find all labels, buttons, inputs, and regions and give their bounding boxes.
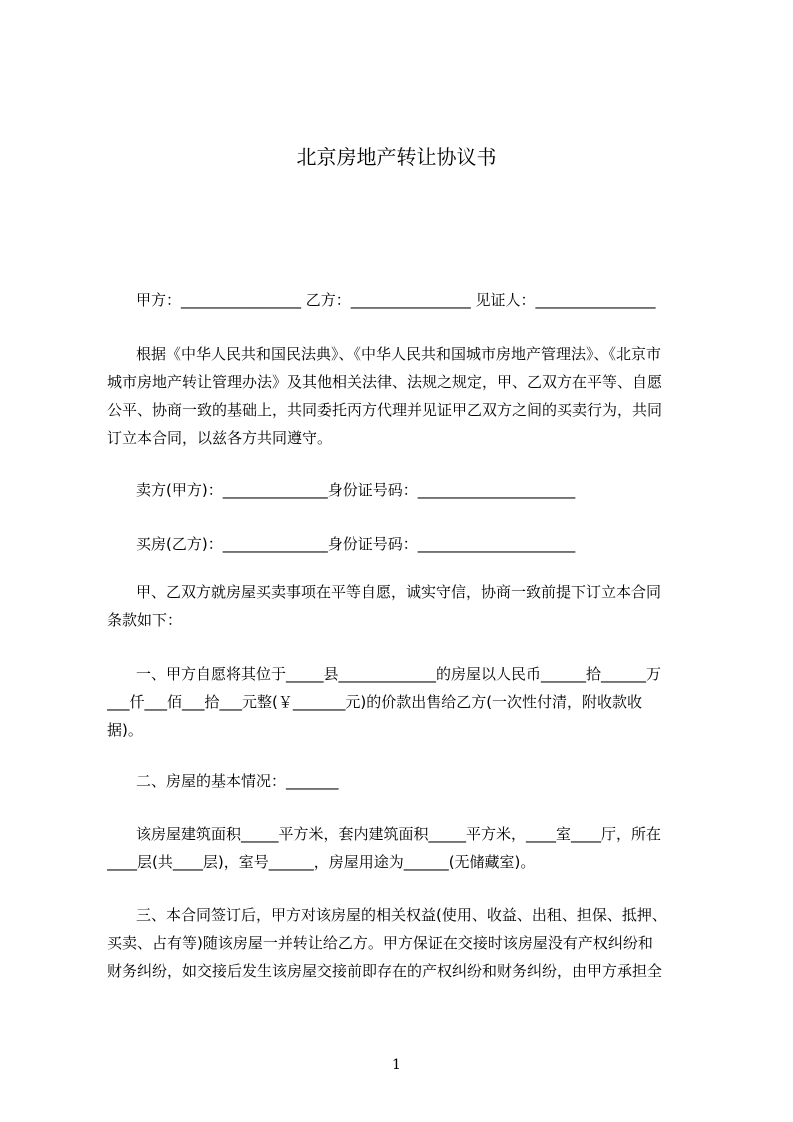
text-line: 该房屋建筑面积_____平方米，套内建筑面积_____平方米，____室____厅，所在 — [136, 825, 662, 843]
text-line: 甲、乙双方就房屋买卖事项在平等自愿，诚实守信，协商一致前提下订立本合同 — [136, 583, 662, 601]
seller-line: 卖方(甲方)：______________身份证号码：_____________________ — [136, 481, 576, 499]
text-line: 城市房地产转让管理办法》及其他相关法律、法规之规定，甲、乙双方在平等、自愿 — [107, 373, 663, 391]
parties-line: 甲方：________________ 乙方：________________ 见证人：________________ — [136, 291, 656, 309]
document-title: 北京房地产转让协议书 — [296, 145, 497, 169]
text-line: 据)。 — [107, 721, 143, 739]
clause-1-paragraph — [107, 660, 699, 744]
text-line: 根据《中华人民共和国民法典》、《中华人民共和国城市房地产管理法》、《北京市 — [136, 345, 662, 363]
text-line: 订立本合同，以兹各方共同遵守。 — [107, 429, 333, 447]
intro-paragraph — [107, 340, 699, 452]
text-line: 财务纠纷，如交接后发生该房屋交接前即存在的产权纠纷和财务纠纷，由甲方承担全 — [107, 962, 663, 980]
text-line: 一、甲方自愿将其位于_____县_____________的房屋以人民币______拾______万 — [136, 665, 662, 683]
text-line: 条款如下： — [107, 611, 183, 629]
clause-3-paragraph — [107, 901, 699, 985]
clause-2-heading: 二、房屋的基本情况：_______ — [136, 772, 339, 790]
page-number: 1 — [392, 1057, 401, 1073]
text-line: ___仟___佰___拾___元整(￥_______元)的价款出售给乙方(一次性付清，附收款收 — [107, 693, 643, 711]
clause-2-paragraph — [107, 820, 699, 876]
agreement-paragraph — [107, 578, 699, 634]
buyer-line: 买房(乙方)：______________身份证号码：_____________________ — [136, 535, 576, 553]
text-line: 三、本合同签订后，甲方对该房屋的相关权益(使用、收益、出租、担保、抵押、 — [136, 906, 667, 924]
text-line: 买卖、占有等)随该房屋一并转让给乙方。甲方保证在交接时该房屋没有产权纠纷和 — [107, 934, 653, 952]
text-line: 公平、协商一致的基础上，共同委托丙方代理并见证甲乙双方之间的买卖行为，共同 — [107, 401, 663, 419]
text-line: ____层(共____层)，室号______，房屋用途为______(无储藏室)。 — [107, 853, 536, 871]
